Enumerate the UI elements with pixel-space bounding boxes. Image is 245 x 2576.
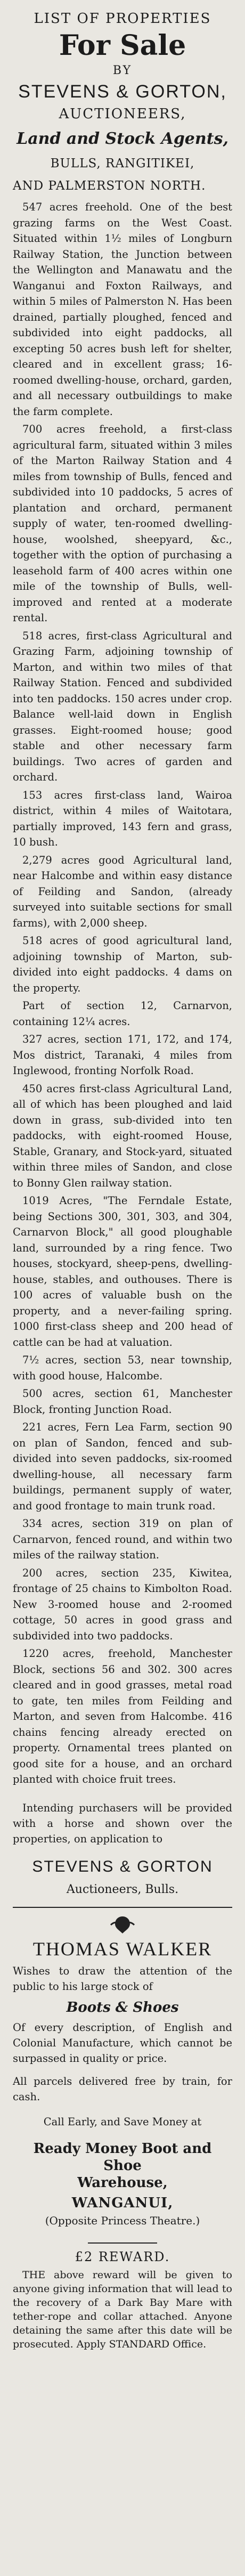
property-item: 500 acres, section 61, Manchester Block, fronting Junction Road. <box>13 1387 232 1416</box>
walker-address-note: (Opposite Princess Theatre.) <box>45 2214 200 2227</box>
property-item: 1220 acres, freehold, Manchester Block, sections 56 and 302. 300 acres cleared and in good grasses, metal road to gate, ten miles from Feilding and Marton, and seven from Halcombe. 416 chains fencing already erected on property. Ornamental trees planted on good site for a house, and an orchard planted with choice fruit trees. <box>13 1647 232 1785</box>
ornament-icon <box>107 1914 138 1936</box>
property-item: 700 acres freehold, a first-class agricultural farm, situated within 3 miles of the Marton Railway Station and 4 miles from township of Bulls, fenced and subdivided into 10 paddocks, 5 acres of plantation and orchard, permanent supply of water, ten-roomed dwelling-house, woolshed, sheepyard, &c., together with the option of purchasing a leasehold farm of 400 acres within one mile of the township of Bulls, well-improved and rented at a moderate rental. <box>13 423 232 624</box>
location-line-1: BULLS, RANGITIKEI, <box>50 157 195 170</box>
walker-description: Of every description, of English and Colonial Manufacture, which cannot be surpassed in quality or price. <box>13 2021 232 2065</box>
property-item: 450 acres first-class Agricultural Land, all of which has been ploughed and laid down in grass, sub-divided into ten paddocks, with eight-roomed House, Stable, Granary, and Stock-yard, situated within three miles of Sandon, and close to Bonny Glen railway station. <box>13 1082 232 1189</box>
walker-intro: Wishes to draw the attention of the public to his large stock of <box>13 1965 232 1993</box>
location-line-2: AND PALMERSTON NORTH. <box>13 179 206 193</box>
property-item: 221 acres, Fern Lea Farm, section 90 on plan of Sandon, fenced and sub-divided into seven paddocks, six-roomed dwelling-house, all necessary farm buildings, permanent supply of water, and good frontage to main trunk road. <box>13 1421 232 1512</box>
auctioneers-label: AUCTIONEERS, <box>59 106 186 122</box>
walker-store-name: Ready Money Boot and Shoe <box>33 2141 212 2174</box>
property-list <box>13 199 232 1787</box>
walker-call-early: Call Early, and Save Money at <box>43 2116 202 2128</box>
property-item: 7½ acres, section 53, near township, with good house, Halcombe. <box>13 1354 232 1382</box>
list-title: LIST OF PROPERTIES <box>34 11 211 27</box>
property-item: 518 acres, first-class Agricultural and Grazing Farm, adjoining township of Marton, and within two miles of that Railway Station. Fenced and subdivided into ten paddocks. 150 acres under crop. Balance well-laid down in English grasses. Eight-roomed house; good stable and other necessary farm buildings. Two acres of garden and orchard. <box>13 629 232 783</box>
walker-parcels-note: All parcels delivered free by train, for cash. <box>13 2075 232 2103</box>
property-item: 1019 Acres, "The Ferndale Estate, being Sections 300, 301, 303, and 304, Carnarvon Block," all good ploughable land, surrounded by a ring fence. Two houses, stockyard, sheep-pens, dwelling-house, stables, and outhouses. There is 100 acres of valuable bush on the property, and a never-failing spring. 1000 first-class sheep and 200 head of cattle can be had at valuation. <box>13 1194 232 1348</box>
agents-label: Land and Stock Agents, <box>17 129 228 148</box>
property-item: 334 acres, section 319 on plan of Carnarvon, fenced round, and within two miles of the railway station. <box>13 1517 232 1561</box>
property-item: Part of section 12, Carnarvon, containing 12¼ acres. <box>13 999 232 1028</box>
property-item: 2,279 acres good Agricultural land, near Halcombe and within easy distance of Feilding and Sandon, (already surveyed into suitable sections for small farms), with 2,000 sheep. <box>13 854 232 929</box>
intending-purchasers-note: Intending purchasers will be provided with a horse and shown over the properties, on application to <box>13 1801 232 1845</box>
reward-text: THE above reward will be given to anyone giving information that will lead to the recovery of a Dark Bay Mare with tether-rope and collar attached. Anyone detaining the same after this date will be prosecuted. Apply STANDARD Office. <box>13 2269 232 2350</box>
property-item: 327 acres, section 171, 172, and 174, Mos district, Taranaki, 4 miles from Inglewood, fronting Norfolk Road. <box>13 1033 232 1077</box>
closing-auctioneers: Auctioneers, Bulls. <box>66 1883 179 1896</box>
short-divider <box>88 2242 157 2244</box>
section-divider <box>13 1907 232 1908</box>
walker-city: WANGANUI, <box>71 2195 174 2211</box>
boots-shoes-heading: Boots & Shoes <box>66 2000 179 2016</box>
property-item: 153 acres first-class land, Wairoa district, within 4 miles of Waitotara, partially improved, 143 fern and grass, 10 bush. <box>13 789 232 848</box>
walker-warehouse: Warehouse, <box>77 2175 168 2191</box>
property-item: 518 acres of good agricultural land, adjoining township of Marton, sub-divided into eight paddocks. 4 dams on the property. <box>13 934 232 994</box>
by-label: BY <box>112 64 133 77</box>
closing-firm-name: STEVENS & GORTON <box>32 1858 213 1875</box>
walker-name: THOMAS WALKER <box>32 1938 213 1960</box>
reward-title: £2 REWARD. <box>75 2249 170 2264</box>
firm-name: STEVENS & GORTON, <box>18 82 227 102</box>
property-item: 200 acres, section 235, Kiwitea, frontage of 25 chains to Kimbolton Road. New 3-roomed house and 2-roomed cottage, 50 acres in good grass and subdivided into two paddocks. <box>13 1566 232 1642</box>
for-sale-heading: For Sale <box>59 29 186 62</box>
property-item: 547 acres freehold. One of the best grazing farms on the West Coast. Situated within 1½ miles of Longburn Railway Station, the Junction between the Wellington and Manawatu and the Wanganui and Foxton Railways, and within 5 miles of Palmerston N. Has been drained, partially ploughed, fenced and subdivided into eight paddocks, all excepting 50 acres bush left for shelter, cleared and in excellent grass; 16-roomed dwelling-house, orchard, garden, and all necessary outbuildings to make the farm complete. <box>13 201 232 418</box>
